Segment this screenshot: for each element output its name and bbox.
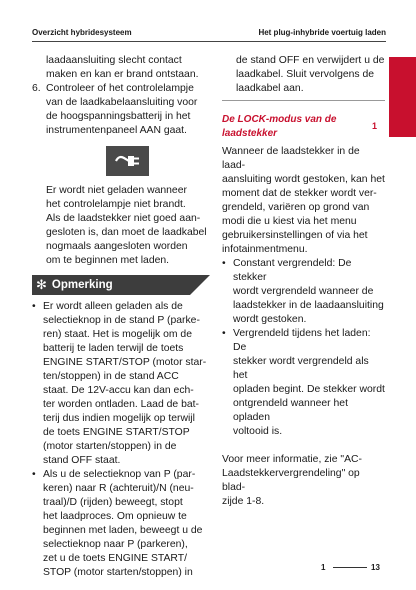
footer-rule	[333, 567, 367, 568]
section-paragraph	[222, 145, 385, 257]
text-line: grendeld, variëren op grond van	[222, 202, 370, 213]
left-column	[32, 54, 210, 580]
text-line: Als u de selectieknop van P (par-	[43, 469, 196, 480]
bullet-icon: •	[32, 301, 36, 312]
bullet-icon: •	[222, 328, 226, 339]
note-bullet-1	[32, 300, 210, 468]
text-line: stekker wordt vergrendeld als het	[233, 356, 369, 381]
more-info-paragraph	[222, 453, 385, 509]
note-bullet-2	[32, 468, 210, 580]
text-line: Laadstekkervergrendeling" op blad-	[222, 468, 360, 493]
text-line: zijde 1-8.	[222, 496, 265, 507]
text-line: Als de laadstekker niet goed aan-	[46, 213, 201, 224]
right-column	[222, 54, 385, 509]
text-line: het laadproces. Om opnieuw te	[43, 511, 187, 522]
step-6	[32, 82, 210, 138]
header-chapter-title: Het plug-inhybride voertuig laden	[258, 28, 386, 37]
text-line: beginnen met laden, beweegt u de	[43, 525, 203, 536]
text-line: laadkabel aan.	[236, 83, 304, 94]
text-line: gesloten is, dan moet de laadkabel	[46, 227, 207, 238]
text-line: Vergrendeld tijdens het laden: De	[233, 328, 371, 353]
text-line: ontgrendeld wanneer het opladen	[233, 398, 348, 423]
text-line: Wanneer de laadstekker in de laad-	[222, 146, 360, 171]
text-line: modi die u kiest via het menu	[222, 216, 357, 227]
text-line: ter worden ontladen. Laad de bat-	[43, 399, 199, 410]
text-line: Er wordt niet geladen wanneer	[46, 185, 187, 196]
continued-paragraph	[222, 54, 385, 96]
text-line: laadstekker in de laadaansluiting	[233, 300, 384, 311]
text-line: van de laadkabelaansluiting voor	[46, 97, 198, 108]
text-line: selectieknop in de stand P (parke-	[43, 315, 200, 326]
text-line: traal)/D (rijden) beweegt, stopt	[43, 497, 183, 508]
asterisk-icon: ✻	[36, 277, 47, 292]
plug-charging-icon	[106, 146, 149, 176]
section-heading: De LOCK-modus van de laadstekker	[222, 114, 337, 139]
step-number: 6.	[32, 83, 41, 94]
text-line: terij dus indien mogelijk op terwijl	[43, 413, 195, 424]
page-header	[0, 0, 416, 42]
text-line: (motor starten/stoppen) in de	[43, 441, 177, 452]
text-line: infotainmentmenu.	[222, 244, 308, 255]
text-line: STOP (motor starten/stoppen) in	[43, 567, 193, 578]
text-line: Constant vergrendeld: De stekker	[233, 258, 352, 283]
header-rule	[32, 41, 386, 42]
text-line: de toets ENGINE START/STOP	[43, 427, 190, 438]
lock-mode-bullet-1	[222, 257, 385, 327]
text-line: aansluiting wordt gestoken, kan het	[222, 174, 385, 185]
text-line: zet u de toets ENGINE START/	[43, 553, 187, 564]
text-line: laadaansluiting slecht contact	[46, 55, 182, 66]
text-line: Voor meer informatie, zie "AC-	[222, 454, 362, 465]
text-line: instrumentenpaneel AAN gaat.	[46, 125, 187, 136]
intro-paragraph	[32, 54, 210, 82]
column-divider-rule	[222, 100, 385, 101]
footer-chapter-number: 1	[321, 563, 326, 572]
text-line: staat. De 12V-accu kan dan ech-	[43, 385, 194, 396]
text-line: nogmaals aangesloten worden	[46, 241, 188, 252]
text-line: wordt vergrendeld wanneer de	[233, 286, 374, 297]
text-line: gebruikersinstellingen of via het	[222, 230, 368, 241]
text-line: moment dat de stekker wordt ver-	[222, 188, 377, 199]
text-line: Er wordt alleen geladen als de	[43, 301, 183, 312]
text-line: om te beginnen met laden.	[46, 255, 170, 266]
lock-mode-bullet-2	[222, 327, 385, 439]
note-title: Opmerking	[51, 279, 113, 291]
text-line: ten/stoppen) in de stand ACC	[43, 371, 179, 382]
text-line: wordt gestoken.	[233, 314, 307, 325]
text-line: de stand OFF en verwijdert u de	[236, 55, 385, 66]
indicator-explanation	[32, 184, 210, 268]
text-line: batterij te laden terwijl de toets	[43, 343, 184, 354]
text-line: stand OFF staat.	[43, 455, 121, 466]
bullet-icon: •	[222, 258, 226, 269]
text-line: ren) staat. Het is mogelijk om de	[43, 329, 192, 340]
chapter-tab	[389, 57, 416, 137]
text-line: maken en kan er brand ontstaan.	[46, 69, 199, 80]
text-line: selectieknop naar P (parkeren),	[43, 539, 188, 550]
text-line: ENGINE START/STOP (motor star-	[43, 357, 207, 368]
chapter-tab-number: 1	[372, 121, 378, 131]
text-line: de hoogspanningsbatterij in het	[46, 111, 191, 122]
text-line: laadkabel. Sluit vervolgens de	[236, 69, 375, 80]
text-line: Controleer of het controlelampje	[46, 83, 194, 94]
text-line: opladen begint. De stekker wordt	[233, 384, 385, 395]
header-section-title: Overzicht hybridesysteem	[32, 28, 132, 37]
note-heading-bar	[32, 275, 210, 295]
text-line: voltooid is.	[233, 426, 283, 437]
bullet-icon: •	[32, 469, 36, 480]
text-line: keren) naar R (achteruit)/N (neu-	[43, 483, 194, 494]
footer-page-number: 13	[371, 563, 380, 572]
text-line: het controlelampje niet brandt.	[46, 199, 186, 210]
